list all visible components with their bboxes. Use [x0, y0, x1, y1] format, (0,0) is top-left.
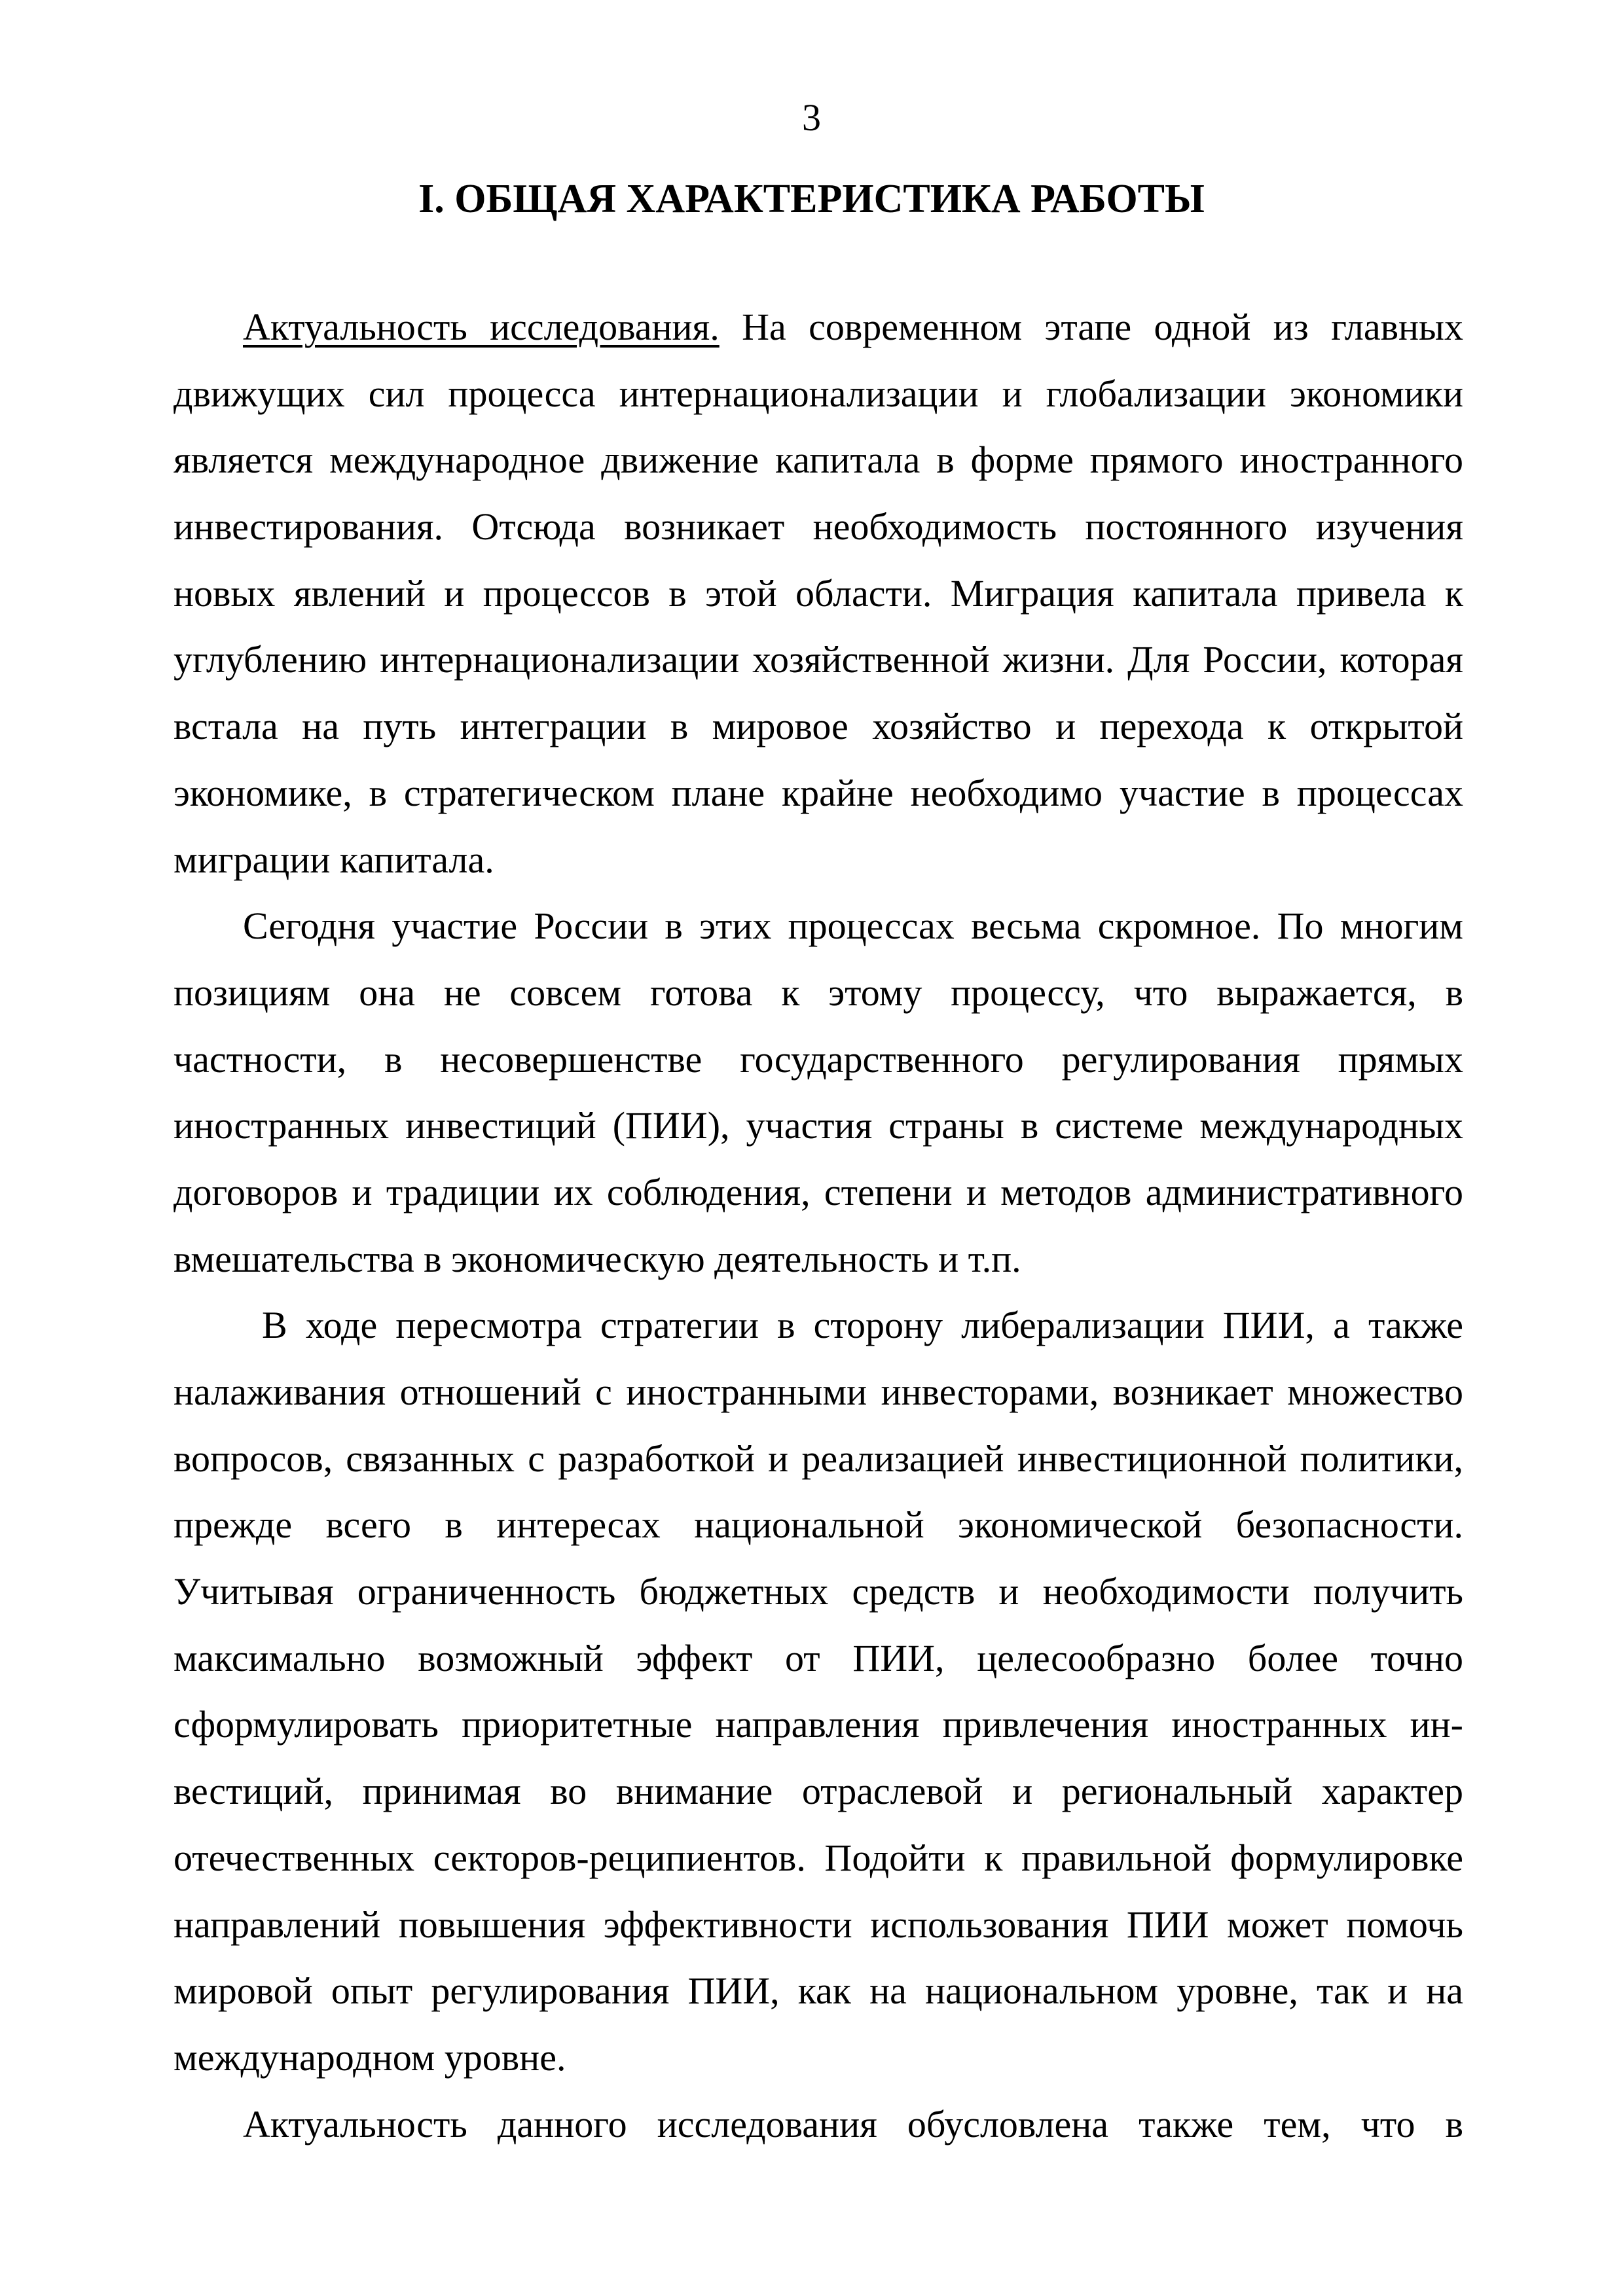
paragraph-line: прежде всего в интересах национальной экономической безопасности.	[173, 1503, 1463, 1547]
paragraph-line: налаживания отношений с иностранными инвесторами, возникает множество	[173, 1371, 1463, 1413]
underlined-lead: Актуальность исследования.	[243, 306, 720, 348]
paragraph-line: инвестирования. Отсюда возникает необходимость постоянного изучения	[173, 505, 1463, 548]
section-title: I. ОБЩАЯ ХАРАКТЕРИСТИКА РАБОТЫ	[418, 177, 1205, 221]
paragraph-line: вестиций, принимая во внимание отраслевой и региональный характер	[173, 1770, 1463, 1813]
paragraph-line: позициям она не совсем готова к этому процессу, что выражается, в	[173, 971, 1463, 1014]
paragraph-line: Учитывая ограниченность бюджетных средств и необходимости получить	[173, 1570, 1463, 1613]
paragraph-line: мировой опыт регулирования ПИИ, как на национальном уровне, так и на	[173, 1969, 1463, 2013]
paragraph-line: направлений повышения эффективности использования ПИИ может помочь	[173, 1903, 1463, 1946]
paragraph-line: углублению интернационализации хозяйственной жизни. Для России, которая	[173, 638, 1463, 681]
paragraph-line: вмешательства в экономическую деятельность и т.п.	[173, 1237, 1021, 1280]
paragraph-line: встала на путь интеграции в мировое хозяйство и перехода к открытой	[173, 705, 1463, 748]
paragraph-line: новых явлений и процессов в этой области. Миграция капитала привела к	[173, 571, 1463, 615]
paragraph-line: договоров и традиции их соблюдения, степени и методов административного	[173, 1170, 1463, 1213]
paragraph-line: Актуальность данного исследования обусловлена также тем, что в	[243, 2102, 1463, 2145]
paragraph-line: В ходе пересмотра стратегии в сторону либерализации ПИИ, а также	[262, 1304, 1463, 1347]
line-text: На современном этапе одной из главных	[719, 306, 1464, 348]
document-body	[173, 294, 1463, 2157]
paragraph-line: отечественных секторов-реципиентов. Подойти к правильной формулировке	[173, 1836, 1463, 1879]
paragraph-line: международном уровне.	[173, 2036, 566, 2079]
paragraph-line: максимально возможный эффект от ПИИ, целесообразно более точно	[173, 1636, 1463, 1679]
paragraph-line: является международное движение капитала в форме прямого иностранного	[173, 439, 1463, 482]
paragraph-line: иностранных инвестиций (ПИИ), участия страны в системе международных	[173, 1104, 1463, 1147]
paragraph-1-line-1	[173, 294, 1463, 361]
paragraph-line: движущих сил процесса интернационализации и глобализации экономики	[173, 372, 1463, 415]
paragraph-line: частности, в несовершенстве государственного регулирования прямых	[173, 1037, 1463, 1081]
page-number: 3	[802, 96, 821, 139]
paragraph-line: сформулировать приоритетные направления привлечения иностранных ин-	[173, 1703, 1463, 1746]
paragraph-line: миграции капитала.	[173, 838, 494, 881]
paragraph-line: вопросов, связанных с разработкой и реализацией инвестиционной политики,	[173, 1437, 1463, 1480]
paragraph-line: экономике, в стратегическом плане крайне необходимо участие в процессах	[173, 771, 1463, 814]
paragraph-line: Сегодня участие России в этих процессах весьма скромное. По многим	[243, 905, 1463, 948]
